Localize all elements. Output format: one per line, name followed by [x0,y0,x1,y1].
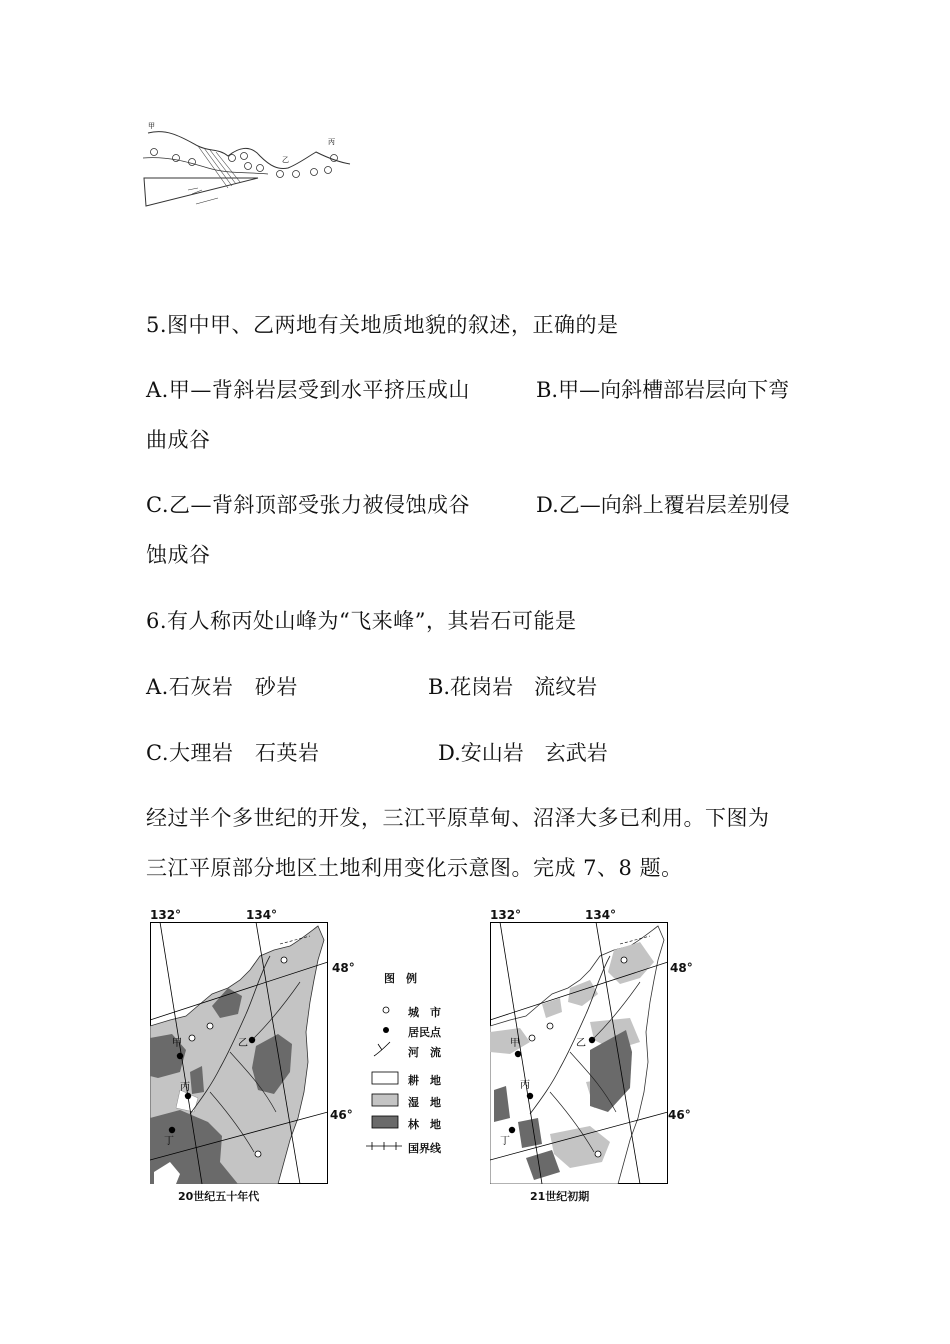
legend-settlement-icon [383,1027,389,1033]
cross-section-figure [138,118,358,214]
q5-stem: 5.图中甲、乙两地有关地质地貌的叙述，正确的是 [146,313,619,337]
legend-settlement-label: 居民点 [408,1026,441,1039]
legend-farmland-label: 耕 地 [408,1074,441,1087]
legend-city-label: 城 市 [408,1006,441,1019]
legend-river-icon [374,1042,390,1056]
legend-city-icon [383,1007,389,1013]
right-place-yi: 乙 [576,1038,586,1049]
q5-option-c: C.乙—背斜顶部受张力被侵蚀成谷 [146,493,470,517]
q6-stem: 6.有人称丙处山峰为“飞来峰”，其岩石可能是 [146,609,577,633]
q6-option-b: B.花岗岩 流纹岩 [428,675,598,699]
q6-option-d: D.安山岩 玄武岩 [438,741,608,765]
legend-symbols [364,992,404,1162]
intro-line-1: 经过半个多世纪的开发，三江平原草甸、沼泽大多已利用。下图为 [146,806,770,830]
map-1950s [150,922,328,1184]
legend-forest-label: 林 地 [408,1118,441,1131]
q6-option-a: A.石灰岩 砂岩 [146,675,298,699]
legend [364,970,460,1166]
right-lat-48: 48° [670,961,693,975]
q6-option-c: C.大理岩 石英岩 [146,741,320,765]
q5-option-d-cont: 蚀成谷 [146,543,211,567]
left-lat-46: 46° [330,1108,353,1122]
legend-river-label: 河 流 [408,1046,441,1059]
cross-section-drawing [138,118,358,214]
right-place-ding: 丁 [500,1136,510,1147]
legend-wetland-label: 湿 地 [408,1096,441,1109]
legend-border-icon [366,1142,402,1150]
right-lat-46: 46° [668,1108,691,1122]
left-place-bing: 丙 [180,1082,190,1093]
map-1950s-drawing [150,922,328,1184]
legend-title: 图 例 [384,972,417,985]
right-place-bing: 丙 [520,1080,530,1091]
map-2000s [490,922,668,1184]
left-lat-48: 48° [332,961,355,975]
cross-label-jia: 甲 [148,122,155,130]
q5-option-b: B.甲—向斜槽部岩层向下弯 [536,378,790,402]
right-lon-132: 132° [490,908,522,922]
left-place-ding: 丁 [164,1136,174,1147]
left-place-yi: 乙 [238,1038,248,1049]
q5-option-b-cont: 曲成谷 [146,428,211,452]
legend-wetland-swatch [372,1094,398,1106]
legend-farmland-swatch [372,1072,398,1084]
intro-line-2: 三江平原部分地区土地利用变化示意图。完成 7、8 题。 [146,856,683,880]
legend-border-label: 国界线 [408,1142,441,1155]
left-place-jia: 甲 [172,1038,182,1049]
map-2000s-drawing [490,922,668,1184]
left-lon-132: 132° [150,908,182,922]
q5-option-a: A.甲—背斜岩层受到水平挤压成山 [146,378,470,402]
legend-forest-swatch [372,1116,398,1128]
right-place-jia: 甲 [510,1038,520,1049]
cross-label-bing: 丙 [328,138,335,146]
cross-label-yi: 乙 [282,156,289,164]
right-lon-134: 134° [585,908,617,922]
left-map-caption: 20世纪五十年代 [178,1190,260,1203]
right-map-caption: 21世纪初期 [530,1190,590,1203]
left-lon-134: 134° [246,908,278,922]
q5-option-d: D.乙—向斜上覆岩层差别侵 [536,493,790,517]
